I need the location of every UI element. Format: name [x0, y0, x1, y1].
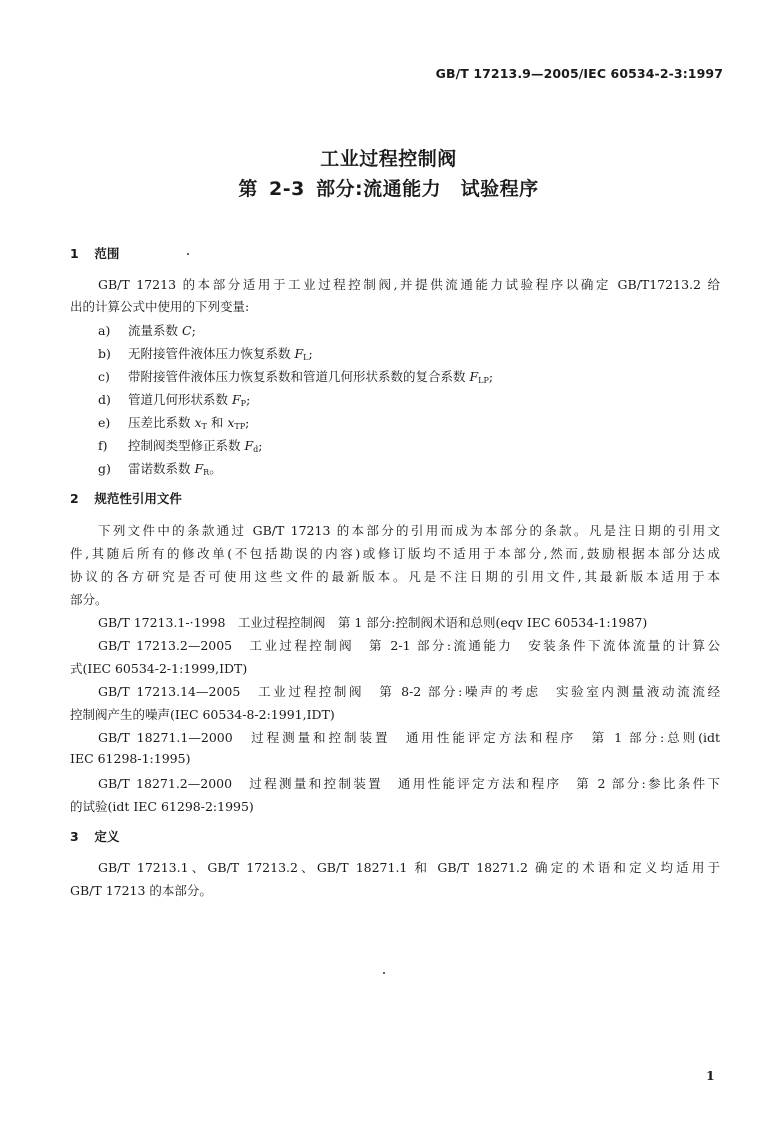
normative-para-line4: 部分。: [70, 592, 108, 607]
reference-line: GB/T 17213.1-·1998 工业过程控制阀 第 1 部分:控制阀术语和总则(eqv IEC 60534-1:1987): [98, 615, 648, 630]
section-title: 范围: [94, 246, 120, 261]
definitions-para-line2: GB/T 17213 的本部分。: [70, 883, 212, 898]
reference-line: GB/T 18271.1—2000 过程测量和控制装置 通用性能评定方法和程序 第 1 部分:总则(idt: [98, 730, 720, 745]
standard-code-header: GB/T 17213.9—2005/IEC 60534-2-3:1997: [435, 66, 723, 81]
normative-para-line2: 件,其随后所有的修改单(不包括勘误的内容)或修订版均不适用于本部分,然而,鼓励根据本部分达成: [70, 546, 720, 561]
definitions-para-line1: GB/T 17213.1、GB/T 17213.2、GB/T 18271.1 和 GB/T 18271.2 确定的术语和定义均适用于: [98, 860, 720, 875]
section-title: 定义: [94, 829, 120, 844]
reference-line: 式(IEC 60534-2-1:1999,IDT): [70, 661, 248, 676]
list-item-f: f) 控制阀类型修正系数 $F_d$;: [98, 438, 263, 454]
reference-line: GB/T 17213.14—2005 工业过程控制阀 第 8-2 部分:噪声的考虑 实验室内测量液动流流经: [98, 684, 720, 699]
scope-intro-line1: GB/T 17213 的本部分适用于工业过程控制阀,并提供流通能力试验程序以确定 GB/T17213.2 给: [98, 277, 720, 292]
document-title-line1: 工业过程控制阀: [320, 148, 457, 170]
scan-speck: [383, 972, 385, 974]
list-item-c: c) 带附接管件液体压力恢复系数和管道几何形状系数的复合系数 $F_{LP}$;: [98, 369, 494, 385]
document-title-line2: 第 2-3 部分:流通能力 试验程序: [238, 178, 539, 200]
reference-line: GB/T 18271.2—2000 过程测量和控制装置 通用性能评定方法和程序 第 2 部分:参比条件下: [98, 776, 720, 791]
list-item-g: g) 雷诺数系数 $F_R$。: [98, 461, 222, 477]
reference-line: IEC 61298-1:1995): [70, 751, 191, 766]
list-item-b: b) 无附接管件液体压力恢复系数 $F_L$;: [98, 346, 313, 362]
reference-line: 的试验(idt IEC 61298-2:1995): [70, 799, 254, 814]
scan-speck: [187, 253, 189, 255]
section-number: 2: [70, 491, 79, 506]
reference-line: GB/T 17213.2—2005 工业过程控制阀 第 2-1 部分:流通能力 安装条件下流体流量的计算公: [98, 638, 720, 653]
section-title: 规范性引用文件: [94, 491, 182, 506]
reference-line: 控制阀产生的噪声(IEC 60534-8-2:1991,IDT): [70, 707, 335, 722]
list-item-e: e) 压差比系数 $x_T$ 和 $x_{TP}$;: [98, 415, 250, 431]
section-2-heading: [70, 489, 182, 507]
list-item-d: d) 管道几何形状系数 $F_P$;: [98, 392, 251, 408]
section-3-heading: [70, 827, 119, 845]
section-1-heading: [70, 244, 119, 262]
normative-para-line3: 协议的各方研究是否可使用这些文件的最新版本。凡是不注日期的引用文件,其最新版本适用于本: [70, 569, 720, 584]
page-number: 1: [706, 1068, 715, 1083]
section-number: 3: [70, 829, 79, 844]
list-item-a: a) 流量系数 C;: [98, 323, 196, 338]
scope-intro-line2: 出的计算公式中使用的下列变量:: [70, 299, 250, 314]
section-number: 1: [70, 246, 79, 261]
normative-para-line1: 下列文件中的条款通过 GB/T 17213 的本部分的引用而成为本部分的条款。凡是注日期的引用文: [98, 523, 720, 538]
